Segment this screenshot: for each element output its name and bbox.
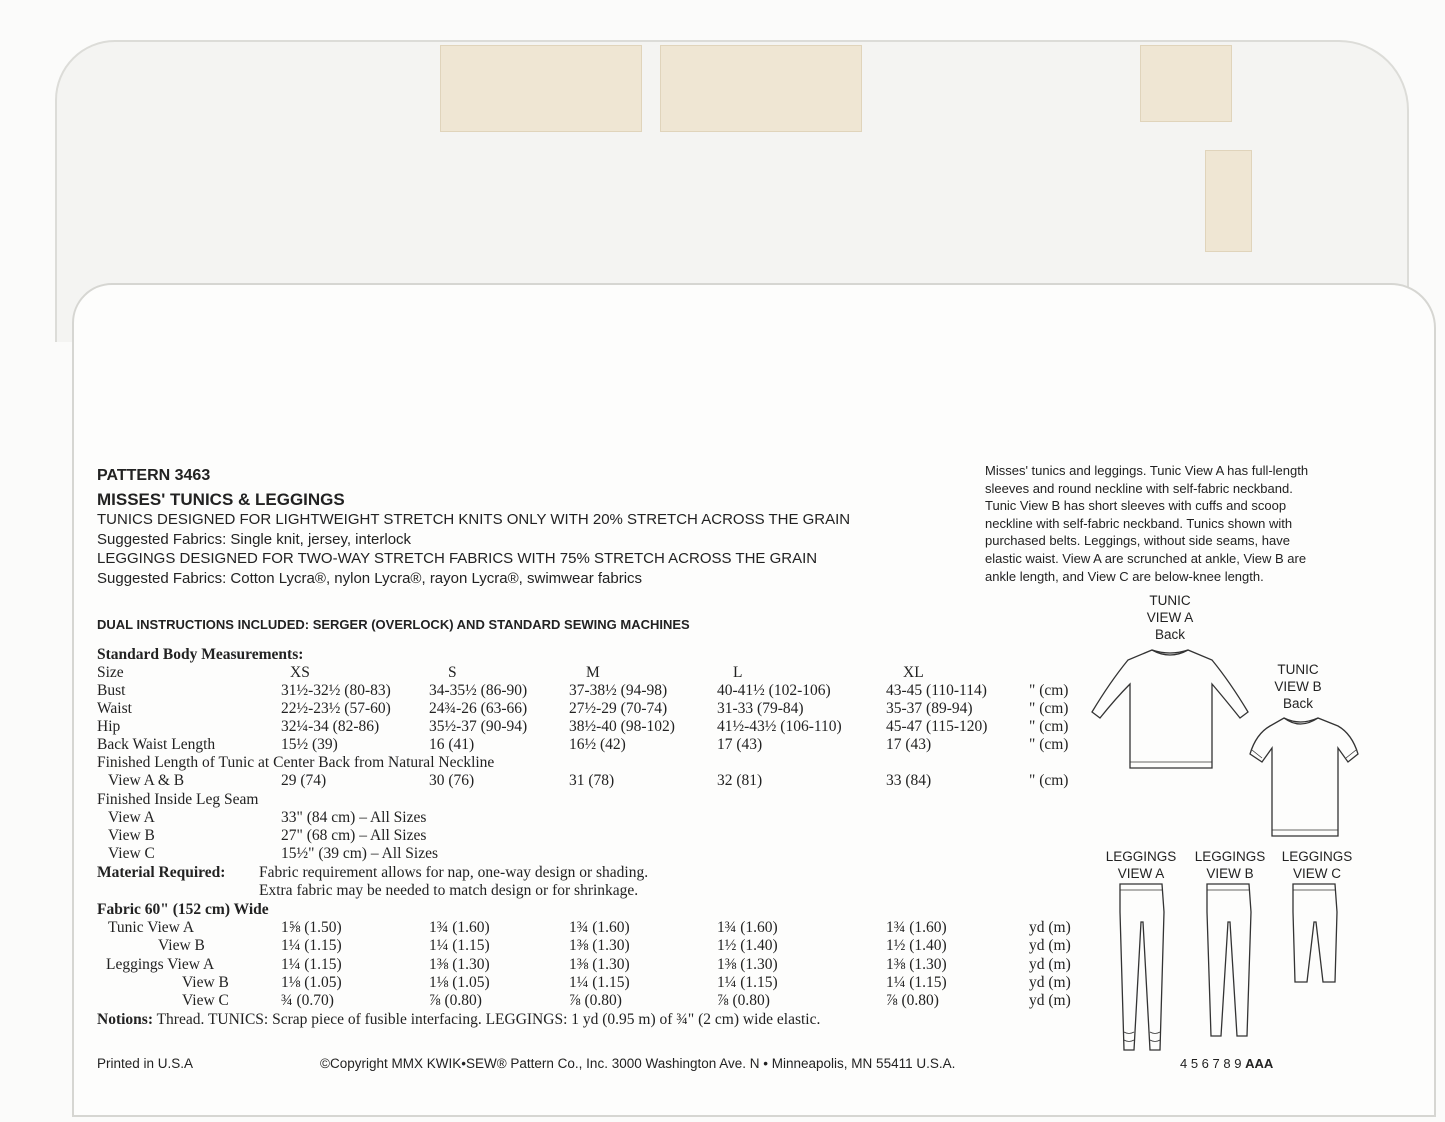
- cell: 45-47 (115-120): [886, 718, 988, 735]
- copyright: ©Copyright MMX KWIK•SEW® Pattern Co., Inc. 3000 Washington Ave. N • Minneapolis, MN 55411 U.S.A.: [320, 1056, 956, 1071]
- cell: 1⅜ (1.30): [429, 956, 490, 973]
- cell: 24¾-26 (63-66): [429, 700, 528, 717]
- cell: ⅞ (0.80): [886, 992, 939, 1009]
- notions-text: Thread. TUNICS: Scrap piece of fusible interfacing. LEGGINGS: 1 yd (0.95 m) of ¾" (2 cm) wide elastic.: [156, 1011, 821, 1028]
- unit: yd (m): [1029, 937, 1071, 954]
- cell: 30 (76): [429, 772, 475, 789]
- dual-instructions: DUAL INSTRUCTIONS INCLUDED: SERGER (OVERLOCK) AND STANDARD SEWING MACHINES: [97, 617, 690, 632]
- description-line: Misses' tunics and leggings. Tunic View A has full-length: [985, 463, 1309, 478]
- inseam-value: 33" (84 cm) – All Sizes: [281, 809, 427, 826]
- cell: 17 (43): [886, 736, 932, 753]
- row-label: Hip: [97, 718, 121, 735]
- cell: 35-37 (89-94): [886, 700, 973, 717]
- label-line: Back: [1154, 627, 1185, 642]
- tape-strip: [660, 45, 862, 132]
- leggings-view-b-drawing: [1199, 882, 1259, 1042]
- size-m: M: [586, 664, 600, 681]
- cell: 38½-40 (98-102): [569, 718, 675, 735]
- spec-line: TUNICS DESIGNED FOR LIGHTWEIGHT STRETCH KNITS ONLY WITH 20% STRETCH ACROSS THE GRAIN: [97, 511, 851, 528]
- cell: 1⅜ (1.30): [569, 937, 630, 954]
- description-line: elastic waist. View A are scrunched at ankle, View B are: [985, 550, 1307, 566]
- cell: 1¾ (1.60): [717, 919, 778, 936]
- unit: " (cm): [1029, 682, 1069, 699]
- pattern-subtitle: MISSES' TUNICS & LEGGINGS: [97, 490, 345, 509]
- label-line: Back: [1282, 696, 1313, 711]
- cell: 32¼-34 (82-86): [281, 718, 380, 735]
- cell: 1¾ (1.60): [429, 919, 490, 936]
- material-label: Material Required:: [97, 864, 226, 881]
- row-label: Back Waist Length: [97, 736, 216, 753]
- cell: 29 (74): [281, 772, 327, 789]
- cell: 1¼ (1.15): [429, 937, 490, 954]
- code-digits: 4 5 6 7 8 9: [1180, 1056, 1242, 1071]
- tunic-a-label: [1130, 592, 1210, 643]
- unit: yd (m): [1029, 974, 1071, 991]
- description-line: neckline with self-fabric neckband. Tunics shown with: [985, 515, 1293, 531]
- unit: yd (m): [1029, 956, 1071, 973]
- cell: 22½-23½ (57-60): [281, 700, 391, 717]
- cell: 34-35½ (86-90): [429, 682, 528, 699]
- description-line: Tunic View B has short sleeves with cuffs and scoop: [985, 498, 1287, 514]
- printed-in: Printed in U.S.A: [97, 1056, 194, 1071]
- fabric-heading: Fabric 60" (152 cm) Wide: [97, 901, 269, 918]
- tape-strip: [1205, 150, 1252, 252]
- cell: 27½-29 (70-74): [569, 700, 668, 717]
- unit: " (cm): [1029, 718, 1069, 735]
- size-xl: XL: [903, 664, 924, 681]
- size-l: L: [733, 664, 743, 681]
- cell: 1⅝ (1.50): [281, 919, 342, 936]
- notions: [97, 1011, 820, 1029]
- cell: 1½ (1.40): [717, 937, 778, 954]
- spec-line: Suggested Fabrics: Cotton Lycra®, nylon Lycra®, rayon Lycra®, swimwear fabrics: [97, 570, 643, 587]
- tape-strip: [1140, 45, 1232, 122]
- description-line: purchased belts. Leggings, without side seams, have: [985, 533, 1290, 549]
- unit: yd (m): [1029, 919, 1071, 936]
- inseam-heading: Finished Inside Leg Seam: [97, 791, 259, 808]
- label-line: LEGGINGS: [1105, 849, 1177, 864]
- cell: 31½-32½ (80-83): [281, 682, 391, 699]
- unit: yd (m): [1029, 992, 1071, 1009]
- cell: 15½ (39): [281, 736, 338, 753]
- label-line: VIEW C: [1292, 866, 1341, 881]
- row-label: View A & B: [108, 772, 185, 789]
- row-label: Bust: [97, 682, 126, 699]
- row-label: Leggings View A: [106, 956, 215, 973]
- material-line: Fabric requirement allows for nap, one-way design or shading.: [259, 864, 649, 881]
- size-label: Size: [97, 664, 124, 681]
- cell: 1½ (1.40): [886, 937, 947, 954]
- cell: 16 (41): [429, 736, 475, 753]
- leggings-view-a-drawing: [1112, 882, 1172, 1058]
- row-label: View B: [158, 937, 205, 954]
- cell: 1⅛ (1.05): [429, 974, 490, 991]
- tunic-view-a-drawing: [1090, 642, 1250, 772]
- label-line: LEGGINGS: [1194, 849, 1266, 864]
- inseam-value: 27" (68 cm) – All Sizes: [281, 827, 427, 844]
- description: [985, 462, 1308, 585]
- leggings-b-label: [1185, 848, 1275, 882]
- cell: 1¼ (1.15): [281, 937, 342, 954]
- label-line: VIEW B: [1274, 679, 1322, 694]
- label-line: LEGGINGS: [1281, 849, 1353, 864]
- inseam-label: View A: [108, 809, 155, 826]
- cell: 1¾ (1.60): [569, 919, 630, 936]
- cell: ⅞ (0.80): [717, 992, 770, 1009]
- label-line: VIEW A: [1146, 610, 1194, 625]
- cell: 40-41½ (102-106): [717, 682, 831, 699]
- notions-label: Notions:: [97, 1011, 153, 1028]
- spec-line: LEGGINGS DESIGNED FOR TWO-WAY STRETCH FABRICS WITH 75% STRETCH ACROSS THE GRAIN: [97, 550, 818, 567]
- pattern-title: PATTERN 3463: [97, 467, 211, 484]
- inseam-label: View C: [108, 845, 155, 862]
- cell: 1¼ (1.15): [886, 974, 947, 991]
- cell: 35½-37 (90-94): [429, 718, 528, 735]
- cell: ⅞ (0.80): [429, 992, 482, 1009]
- cell: 1⅜ (1.30): [717, 956, 778, 973]
- tunic-b-label: [1258, 661, 1338, 712]
- cell: 17 (43): [717, 736, 763, 753]
- measurements-heading: Standard Body Measurements:: [97, 646, 304, 663]
- inseam-label: View B: [108, 827, 155, 844]
- unit: " (cm): [1029, 772, 1069, 789]
- cell: 1¼ (1.15): [717, 974, 778, 991]
- cell: 16½ (42): [569, 736, 626, 753]
- cell: 1⅛ (1.05): [281, 974, 342, 991]
- inseam-value: 15½" (39 cm) – All Sizes: [281, 845, 439, 862]
- code-letters: AAA: [1245, 1056, 1274, 1071]
- leggings-c-label: [1272, 848, 1362, 882]
- row-label: View B: [182, 974, 229, 991]
- tape-strip: [440, 45, 642, 132]
- leggings-view-c-drawing: [1285, 882, 1345, 992]
- cell: ¾ (0.70): [281, 992, 334, 1009]
- cell: 1⅜ (1.30): [569, 956, 630, 973]
- spec-line: Suggested Fabrics: Single knit, jersey, interlock: [97, 531, 412, 548]
- description-line: ankle length, and View C are below-knee length.: [985, 568, 1264, 584]
- cell: 33 (84): [886, 772, 932, 789]
- leggings-a-label: [1096, 848, 1186, 882]
- tunic-view-b-drawing: [1242, 712, 1362, 840]
- pattern-code: [1180, 1056, 1273, 1071]
- cell: ⅞ (0.80): [569, 992, 622, 1009]
- tunic-length-heading: Finished Length of Tunic at Center Back from Natural Neckline: [97, 754, 495, 771]
- row-label: Waist: [97, 700, 132, 717]
- label-line: TUNIC: [1277, 662, 1319, 677]
- cell: 43-45 (110-114): [886, 682, 987, 699]
- label-line: TUNIC: [1149, 593, 1191, 608]
- cell: 1⅜ (1.30): [886, 956, 947, 973]
- description-line: sleeves and round neckline with self-fabric neckband.: [985, 480, 1293, 496]
- cell: 1¼ (1.15): [569, 974, 630, 991]
- cell: 31 (78): [569, 772, 615, 789]
- row-label: View C: [182, 992, 229, 1009]
- cell: 31-33 (79-84): [717, 700, 804, 717]
- unit: " (cm): [1029, 736, 1069, 753]
- size-s: S: [448, 664, 457, 681]
- cell: 41½-43½ (106-110): [717, 718, 842, 735]
- cell: 1¼ (1.15): [281, 956, 342, 973]
- cell: 1¾ (1.60): [886, 919, 947, 936]
- unit: " (cm): [1029, 700, 1069, 717]
- material-line: Extra fabric may be needed to match design or for shrinkage.: [259, 882, 639, 899]
- size-xs: XS: [290, 664, 310, 681]
- label-line: VIEW B: [1206, 866, 1254, 881]
- cell: 37-38½ (94-98): [569, 682, 668, 699]
- label-line: VIEW A: [1117, 866, 1165, 881]
- cell: 32 (81): [717, 772, 763, 789]
- row-label: Tunic View A: [108, 919, 195, 936]
